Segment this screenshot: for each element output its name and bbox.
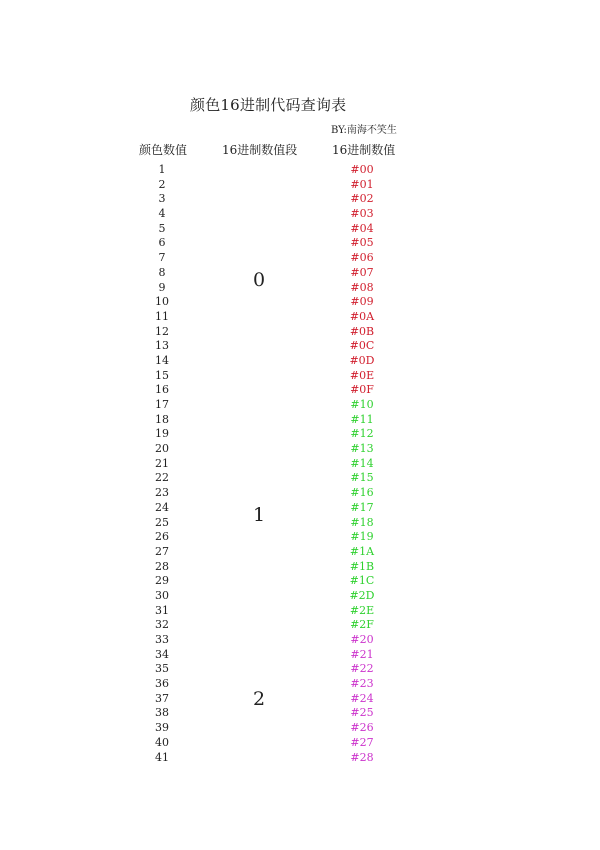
table-row bbox=[0, 604, 600, 619]
table-row bbox=[0, 501, 600, 516]
hex-value-cell: #19 bbox=[350, 530, 374, 544]
table-row bbox=[0, 751, 600, 766]
hex-value-cell: #00 bbox=[350, 163, 374, 176]
hex-value-cell: #20 bbox=[350, 633, 374, 646]
table-row bbox=[0, 457, 600, 472]
color-value-cell: 18 bbox=[155, 412, 169, 426]
color-value-cell: 9 bbox=[158, 280, 166, 294]
table-row bbox=[0, 398, 600, 413]
table-row bbox=[0, 178, 600, 193]
header-hex-segment: 16进制数值段 bbox=[222, 143, 298, 157]
hex-value-cell: #09 bbox=[350, 295, 374, 309]
table-row bbox=[0, 618, 600, 633]
color-value-cell: 35 bbox=[155, 662, 169, 676]
hex-value-cell: #07 bbox=[350, 265, 374, 279]
table-row bbox=[0, 677, 600, 692]
table-row bbox=[0, 369, 600, 384]
color-value-cell: 37 bbox=[155, 691, 169, 705]
table-row bbox=[0, 281, 600, 296]
table-row bbox=[0, 295, 600, 310]
table-row bbox=[0, 486, 600, 501]
color-value-cell: 4 bbox=[158, 207, 166, 221]
table-row bbox=[0, 530, 600, 545]
hex-value-cell: #27 bbox=[350, 735, 374, 749]
hex-value-cell: #10 bbox=[350, 398, 374, 411]
table-row bbox=[0, 236, 600, 251]
color-value-cell: 20 bbox=[155, 442, 169, 456]
color-value-cell: 1 bbox=[158, 163, 166, 176]
color-value-cell: 25 bbox=[155, 515, 169, 529]
hex-segment-label: 0 bbox=[252, 268, 266, 291]
header-color-value: 颜色数值 bbox=[139, 143, 188, 157]
color-value-cell: 32 bbox=[155, 618, 169, 632]
hex-value-cell: #26 bbox=[350, 721, 374, 735]
table-row bbox=[0, 442, 600, 457]
color-value-cell: 30 bbox=[155, 588, 169, 602]
color-value-cell: 24 bbox=[155, 500, 169, 514]
hex-value-cell: #08 bbox=[350, 280, 374, 294]
table-row bbox=[0, 589, 600, 604]
hex-value-cell: #1B bbox=[349, 559, 375, 573]
hex-value-cell: #03 bbox=[350, 207, 374, 221]
table-row bbox=[0, 736, 600, 751]
table-row bbox=[0, 207, 600, 222]
table-row bbox=[0, 413, 600, 428]
color-value-cell: 33 bbox=[155, 633, 169, 646]
hex-value-cell: #28 bbox=[350, 750, 374, 764]
hex-value-cell: #23 bbox=[350, 677, 374, 691]
table-row bbox=[0, 692, 600, 707]
hex-value-cell: #15 bbox=[350, 471, 374, 485]
color-value-cell: 8 bbox=[158, 265, 166, 279]
table-row bbox=[0, 560, 600, 575]
color-value-cell: 14 bbox=[155, 353, 169, 367]
color-value-cell: 3 bbox=[158, 192, 166, 206]
color-value-cell: 40 bbox=[155, 735, 169, 749]
table-row bbox=[0, 266, 600, 281]
color-value-cell: 22 bbox=[155, 471, 169, 485]
hex-value-cell: #2D bbox=[349, 588, 375, 602]
hex-value-cell: #1C bbox=[349, 574, 375, 588]
hex-value-cell: #04 bbox=[350, 221, 374, 235]
hex-segment-label: 2 bbox=[252, 687, 266, 710]
color-value-cell: 16 bbox=[155, 383, 169, 397]
hex-value-cell: #0C bbox=[349, 339, 375, 353]
hex-value-cell: #16 bbox=[350, 486, 374, 500]
hex-value-cell: #1A bbox=[349, 544, 375, 558]
color-value-cell: 6 bbox=[158, 236, 166, 250]
table-row bbox=[0, 325, 600, 340]
hex-value-cell: #2E bbox=[349, 603, 375, 617]
table-row bbox=[0, 339, 600, 354]
hex-value-cell: #12 bbox=[350, 427, 374, 441]
table-row bbox=[0, 427, 600, 442]
hex-value-cell: #25 bbox=[350, 706, 374, 720]
page-title: 颜色16进制代码查询表 bbox=[190, 96, 347, 114]
color-value-cell: 34 bbox=[155, 647, 169, 661]
color-value-cell: 26 bbox=[155, 530, 169, 544]
color-value-cell: 5 bbox=[158, 221, 166, 235]
color-value-cell: 23 bbox=[155, 486, 169, 500]
table-row bbox=[0, 574, 600, 589]
color-value-cell: 28 bbox=[155, 559, 169, 573]
color-value-cell: 15 bbox=[155, 368, 169, 382]
color-value-cell: 29 bbox=[155, 574, 169, 588]
color-value-cell: 36 bbox=[155, 677, 169, 691]
hex-value-cell: #0F bbox=[350, 383, 374, 397]
hex-value-cell: #13 bbox=[350, 442, 374, 456]
table-row bbox=[0, 192, 600, 207]
color-value-cell: 12 bbox=[155, 324, 169, 338]
table-row bbox=[0, 706, 600, 721]
hex-value-cell: #17 bbox=[350, 500, 374, 514]
hex-value-cell: #18 bbox=[350, 515, 374, 529]
table-row bbox=[0, 251, 600, 266]
hex-value-cell: #0B bbox=[349, 324, 375, 338]
color-value-cell: 38 bbox=[155, 706, 169, 720]
hex-value-cell: #02 bbox=[350, 192, 374, 206]
hex-value-cell: #14 bbox=[350, 456, 374, 470]
table-row bbox=[0, 354, 600, 369]
color-value-cell: 11 bbox=[155, 309, 169, 323]
hex-segment-label: 1 bbox=[252, 503, 266, 526]
color-value-cell: 17 bbox=[155, 398, 169, 411]
table-row bbox=[0, 310, 600, 325]
hex-value-cell: #0D bbox=[349, 353, 375, 367]
table-row bbox=[0, 648, 600, 663]
hex-value-cell: #24 bbox=[350, 691, 374, 705]
color-value-cell: 21 bbox=[155, 456, 169, 470]
hex-value-cell: #05 bbox=[350, 236, 374, 250]
color-value-cell: 39 bbox=[155, 721, 169, 735]
table-row bbox=[0, 545, 600, 560]
hex-value-cell: #11 bbox=[350, 412, 374, 426]
hex-value-cell: #01 bbox=[350, 177, 374, 191]
hex-value-cell: #0E bbox=[349, 368, 375, 382]
color-value-cell: 19 bbox=[155, 427, 169, 441]
table-row bbox=[0, 383, 600, 398]
color-value-cell: 31 bbox=[155, 603, 169, 617]
color-value-cell: 10 bbox=[155, 295, 169, 309]
header-hex-value: 16进制数值 bbox=[332, 143, 396, 157]
table-row bbox=[0, 163, 600, 178]
table-row bbox=[0, 516, 600, 531]
author-byline: BY:南海不笑生 bbox=[331, 125, 397, 136]
color-value-cell: 2 bbox=[158, 177, 166, 191]
hex-value-cell: #06 bbox=[350, 251, 374, 265]
hex-value-cell: #0A bbox=[349, 309, 375, 323]
table-row bbox=[0, 222, 600, 237]
table-row bbox=[0, 633, 600, 648]
table-row bbox=[0, 662, 600, 677]
table-row bbox=[0, 471, 600, 486]
color-value-cell: 7 bbox=[158, 251, 166, 265]
color-value-cell: 13 bbox=[155, 339, 169, 353]
hex-value-cell: #21 bbox=[350, 647, 374, 661]
color-value-cell: 27 bbox=[155, 544, 169, 558]
hex-value-cell: #2F bbox=[350, 618, 374, 632]
color-value-cell: 41 bbox=[155, 750, 169, 764]
hex-value-cell: #22 bbox=[350, 662, 374, 676]
table-row bbox=[0, 721, 600, 736]
color-table bbox=[0, 163, 600, 765]
